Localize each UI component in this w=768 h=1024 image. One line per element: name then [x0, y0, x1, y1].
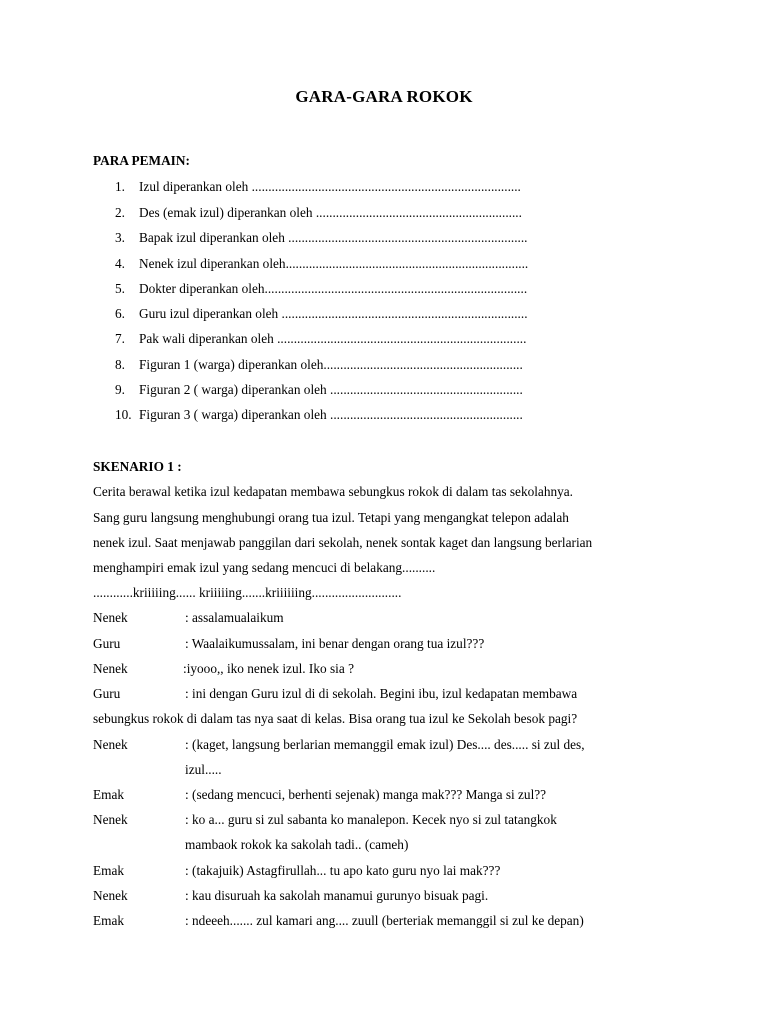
cast-item-text: Guru izul diperankan oleh .......................................................................... — [139, 306, 528, 321]
cast-item — [115, 331, 526, 347]
cast-item-text: Figuran 1 (warga) diperankan oleh............................................................ — [139, 357, 523, 372]
cast-item-text: Bapak izul diperankan oleh ........................................................................ — [139, 230, 528, 245]
cast-item — [115, 179, 521, 195]
dialogue-speaker: Emak — [93, 913, 125, 928]
dialogue-continuation: sebungkus rokok di dalam tas nya saat di kelas. Bisa orang tua izul ke Sekolah besok pagi? — [93, 711, 578, 726]
cast-item — [115, 281, 527, 297]
cast-item-number: 10. — [115, 407, 132, 422]
dialogue-speaker: Guru — [93, 636, 121, 651]
document-title: GARA-GARA ROKOK — [295, 87, 473, 106]
dialogue-text: : ndeeeh....... zul kamari ang.... zuull (berteriak memanggil si zul ke depan) — [185, 913, 584, 928]
cast-item-text: Des (emak izul) diperankan oleh .............................................................. — [139, 205, 522, 220]
intro-line: Sang guru langsung menghubungi orang tua izul. Tetapi yang mengangkat telepon adalah — [93, 510, 569, 525]
intro-line: menghampiri emak izul yang sedang mencuci di belakang.......... — [93, 560, 436, 575]
dialogue-continuation: mambaok rokok ka sakolah tadi.. (cameh) — [185, 837, 409, 852]
cast-item-text: Nenek izul diperankan oleh......................................................................... — [139, 256, 529, 271]
cast-item — [115, 357, 523, 373]
cast-item-number: 3. — [115, 230, 125, 245]
dialogue-text: : (sedang mencuci, berhenti sejenak) manga mak??? Manga si zul?? — [185, 787, 547, 802]
cast-item-text: Dokter diperankan oleh............................................................................... — [139, 281, 528, 296]
cast-item-text: Figuran 2 ( warga) diperankan oleh .......................................................... — [139, 382, 523, 397]
cast-item-number: 5. — [115, 281, 125, 296]
dialogue-speaker: Nenek — [93, 610, 128, 625]
dialogue-speaker: Guru — [93, 686, 121, 701]
cast-item-text: Izul diperankan oleh ................................................................................. — [139, 179, 521, 194]
cast-item — [115, 230, 528, 246]
dialogue-speaker: Nenek — [93, 888, 128, 903]
cast-item — [115, 205, 522, 221]
dialogue-text: : kau disuruah ka sakolah manamui gurunyo bisuak pagi. — [185, 888, 489, 903]
intro-line: nenek izul. Saat menjawab panggilan dari sekolah, nenek sontak kaget dan langsung berlarian — [93, 535, 593, 550]
dialogue-text: :iyooo,, iko nenek izul. Iko sia ? — [183, 661, 354, 676]
intro-line: Cerita berawal ketika izul kedapatan membawa sebungkus rokok di dalam tas sekolahnya. — [93, 484, 574, 499]
cast-item-number: 2. — [115, 205, 125, 220]
cast-item-number: 7. — [115, 331, 125, 346]
cast-item-number: 4. — [115, 256, 125, 271]
dialogue-text: : (takajuik) Astagfirullah... tu apo kato guru nyo lai mak??? — [185, 863, 501, 878]
cast-item-text: Figuran 3 ( warga) diperankan oleh .......................................................... — [139, 407, 523, 422]
dialogue-text: : (kaget, langsung berlarian memanggil emak izul) Des.... des..... si zul des, — [185, 737, 585, 752]
dialogue-speaker: Nenek — [93, 812, 128, 827]
cast-item-number: 8. — [115, 357, 125, 372]
dialogue-speaker: Emak — [93, 787, 125, 802]
cast-item-number: 6. — [115, 306, 125, 321]
dialogue-text: : ini dengan Guru izul di di sekolah. Begini ibu, izul kedapatan membawa — [185, 686, 578, 701]
dialogue-text: : Waalaikumussalam, ini benar dengan orang tua izul??? — [185, 636, 485, 651]
dialogue-continuation: izul..... — [185, 762, 222, 777]
dialogue-speaker: Nenek — [93, 661, 128, 676]
dialogue-speaker: Emak — [93, 863, 125, 878]
cast-item-number: 1. — [115, 179, 125, 194]
cast-heading: PARA PEMAIN: — [93, 153, 190, 168]
cast-item — [115, 407, 523, 423]
cast-item — [115, 306, 528, 322]
intro-line: ............kriiiiing...... kriiiiing.......kriiiiiing........................... — [93, 585, 402, 600]
cast-item — [115, 382, 523, 398]
dialogue-speaker: Nenek — [93, 737, 128, 752]
dialogue-text: : ko a... guru si zul sabanta ko manalepon. Kecek nyo si zul tatangkok — [185, 812, 557, 827]
scenario-heading: SKENARIO 1 : — [93, 459, 182, 474]
dialogue-text: : assalamualaikum — [185, 610, 284, 625]
cast-item-number: 9. — [115, 382, 125, 397]
cast-item-text: Pak wali diperankan oleh ........................................................................... — [139, 331, 527, 346]
cast-item — [115, 256, 528, 272]
